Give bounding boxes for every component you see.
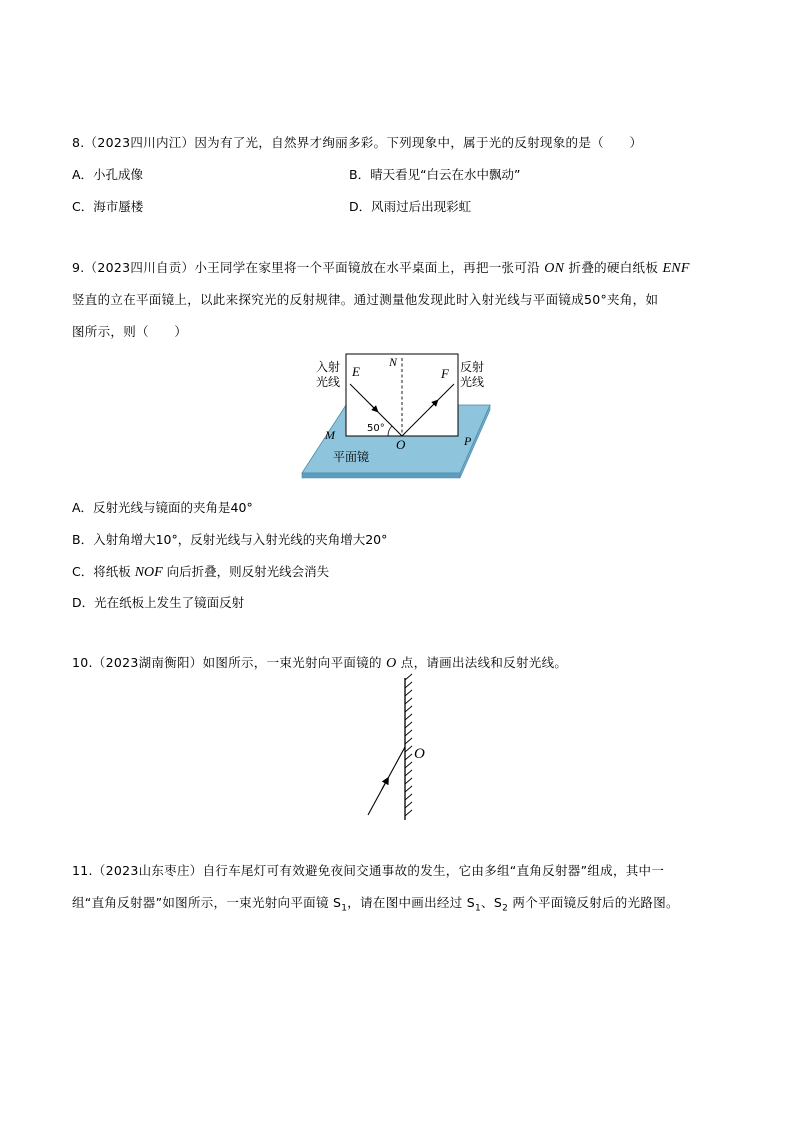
q9-stem-line1 <box>72 258 690 277</box>
label-O: O <box>414 746 425 762</box>
mirror-front-face <box>302 473 460 478</box>
q9-option-a: A．反射光线与镜面的夹角是40° <box>72 500 253 515</box>
q11-text-d: 两个平面镜反射后的光路图。 <box>508 895 679 910</box>
label-reflected-2: 光线 <box>460 375 485 389</box>
q8-option-c: C．海市蜃楼 <box>72 199 144 214</box>
q10-stem-a: 10.（2023湖南衡阳）如图所示，一束光射向平面镜的 <box>72 655 387 670</box>
q11-sub2a: 1 <box>475 903 482 914</box>
q9-option-c-nof: NOF <box>134 565 163 580</box>
q10-stem-b: 点，请画出法线和反射光线。 <box>396 655 568 670</box>
label-E: E <box>352 364 360 379</box>
label-incident-1: 入射 <box>316 360 341 374</box>
q10-figure <box>360 675 440 825</box>
label-F: F <box>441 366 449 381</box>
q11-sub1: 1 <box>341 903 348 914</box>
label-mirror: 平面镜 <box>333 450 370 464</box>
q9-option-c <box>72 562 329 581</box>
q11-stem-line2 <box>72 893 679 914</box>
q9-stem-text-b: 折叠的硬白纸板 <box>564 260 663 275</box>
label-M: M <box>325 428 335 442</box>
q8-option-d: D．风雨过后出现彩虹 <box>349 199 472 214</box>
q9-option-c-a: C．将纸板 <box>72 564 135 579</box>
q8-option-a: A．小孔成像 <box>72 167 144 182</box>
q9-stem-text-a: 9.（2023四川自贡）小王同学在家里将一个平面镜放在水平桌面上，再把一张可沿 <box>72 260 545 275</box>
incident-arrow <box>382 780 387 789</box>
q10-stem-o: O <box>386 656 397 671</box>
q11-text-a: 组“直角反射器”如图所示，一束光射向平面镜 S <box>72 895 342 910</box>
q11-stem-line1: 11.（2023山东枣庄）自行车尾灯可有效避免夜间交通事故的发生，它由多组“直角反射器”组成，其中一 <box>72 863 665 878</box>
mirror-hatching <box>405 674 412 816</box>
q9-stem-line2: 竖直的立在平面镜上，以此来探究光的反射规律。通过测量他发现此时入射光线与平面镜成50°夹角，如 <box>72 292 659 307</box>
label-reflected-1: 反射 <box>460 360 485 374</box>
q8-stem: 8.（2023四川内江）因为有了光，自然界才绚丽多彩。下列现象中，属于光的反射现象的是（ ） <box>72 135 643 150</box>
q8-option-b: B．晴天看见“白云在水中飘动” <box>349 167 521 182</box>
label-incident-2: 光线 <box>316 375 341 389</box>
q11-sub2b: 2 <box>502 903 509 914</box>
q9-figure <box>300 350 500 485</box>
q9-stem-enf: ENF <box>662 261 690 276</box>
label-angle: 50° <box>367 423 385 434</box>
label-O: O <box>396 437 406 452</box>
q9-option-d: D．光在纸板上发生了镜面反射 <box>72 595 245 610</box>
label-N: N <box>389 355 398 369</box>
q9-option-b: B．入射角增大10°，反射光线与入射光线的夹角增大20° <box>72 532 388 547</box>
q9-stem-on: ON <box>544 261 565 276</box>
q10-stem <box>72 653 567 672</box>
q11-text-b: ，请在图中画出经过 S <box>347 895 476 910</box>
q11-text-c: 、S <box>481 895 503 910</box>
q9-option-c-b: 向后折叠，则反射光线会消失 <box>162 564 330 579</box>
q9-stem-line3: 图所示，则（ ） <box>72 324 188 339</box>
label-P: P <box>464 434 472 448</box>
